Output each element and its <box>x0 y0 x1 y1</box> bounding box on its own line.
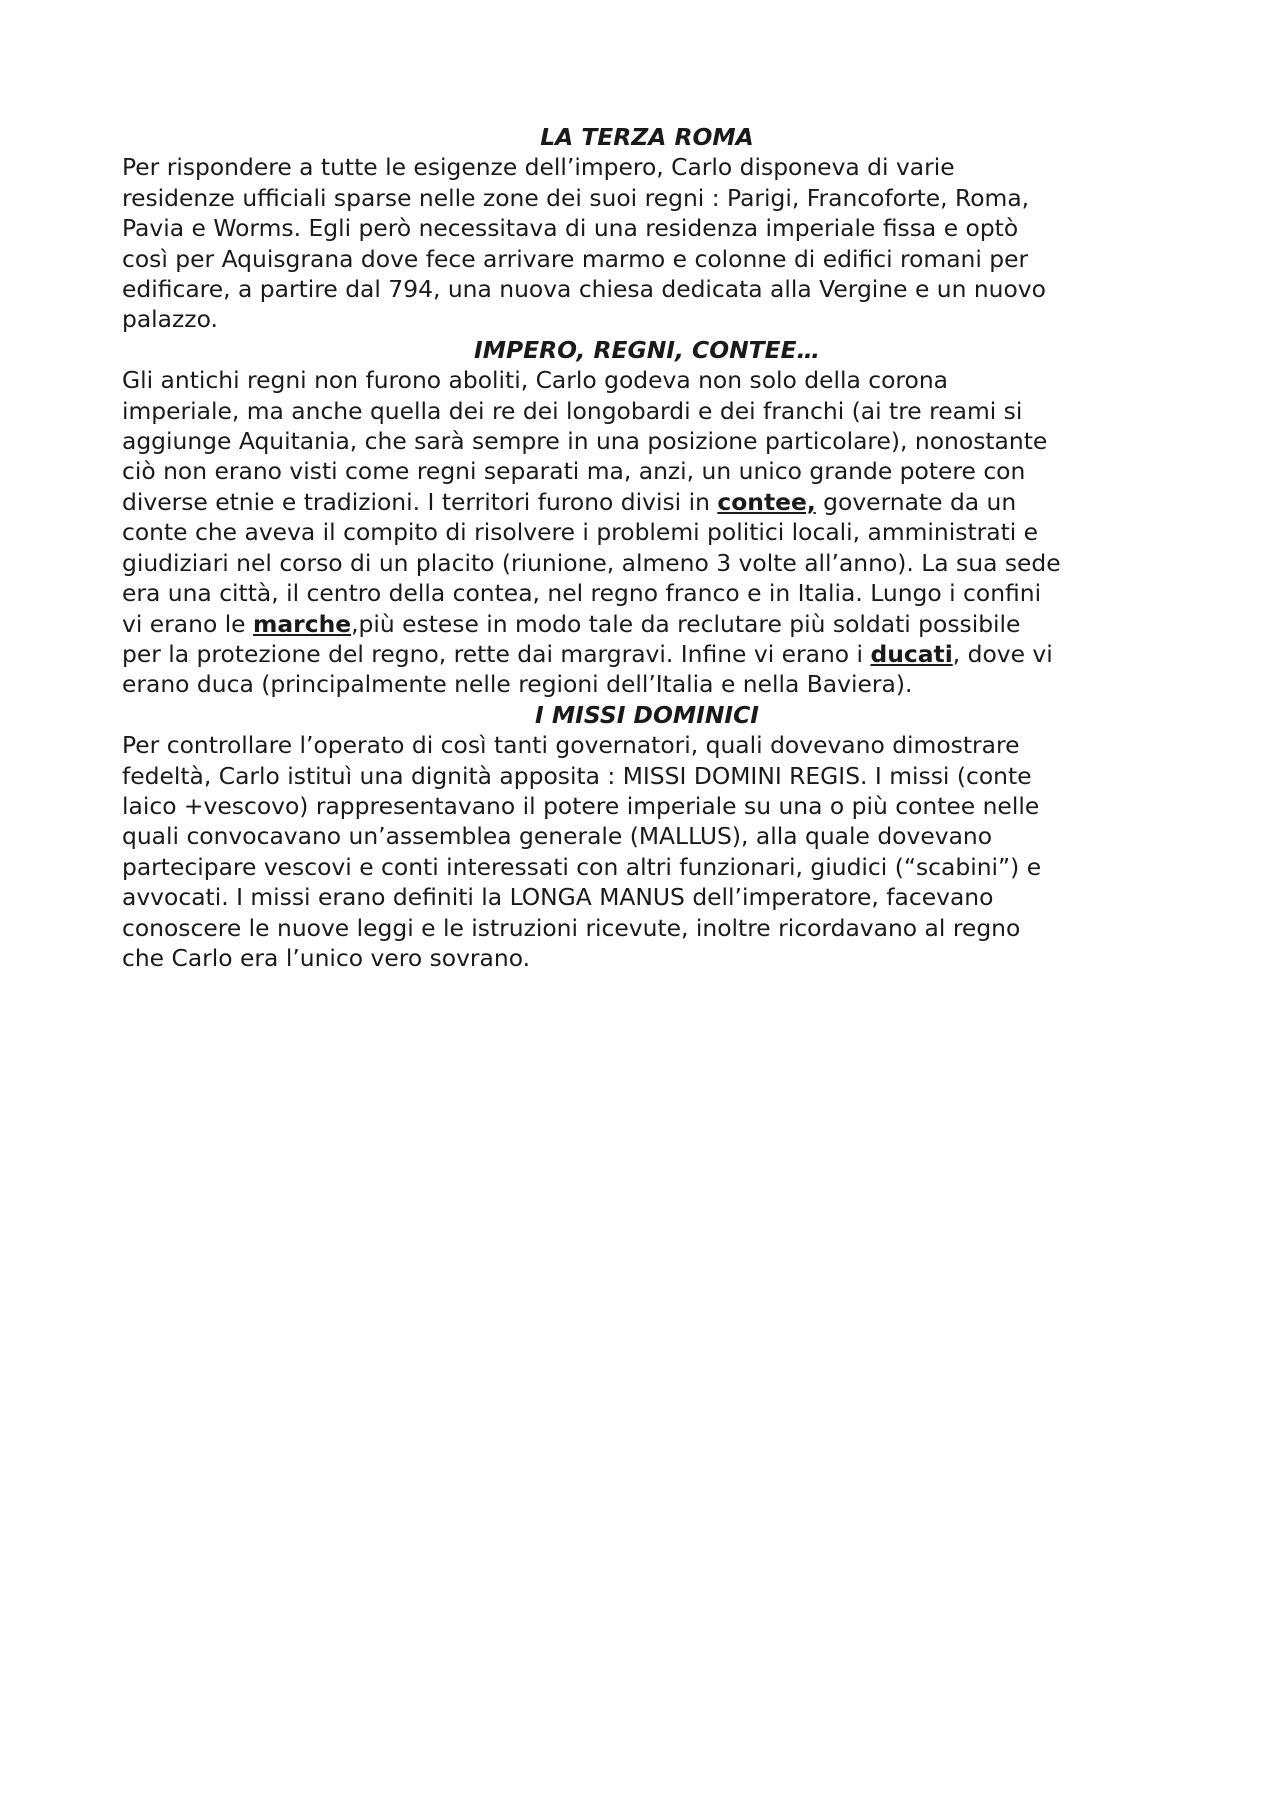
text-line: fedeltà, Carlo istituì una dignità apposita : MISSI DOMINI REGIS. I missi (conte <box>122 761 1032 790</box>
text-line: residenze ufficiali sparse nelle zone dei suoi regni : Parigi, Francoforte, Roma, <box>122 183 1030 212</box>
term-marche: marche <box>253 609 352 638</box>
text-line-contee <box>122 487 1172 517</box>
text-line: conoscere le nuove leggi e le istruzioni ricevute, inoltre ricordavano al regno <box>122 913 1021 942</box>
text-line: imperiale, ma anche quella dei re dei longobardi e dei franchi (ai tre reami si <box>122 396 1023 425</box>
text-segment: per la protezione del regno, rette dai margravi. Infine vi erano i <box>122 639 871 668</box>
section-heading-missi-dominici: I MISSI DOMINICI <box>535 700 759 729</box>
text-segment: diverse etnie e tradizioni. I territori furono divisi in <box>122 487 718 516</box>
text-line: ciò non erano visti come regni separati ma, anzi, un unico grande potere con <box>122 457 1026 486</box>
text-line: edificare, a partire dal 794, una nuova chiesa dedicata alla Vergine e un nuovo <box>122 275 1046 304</box>
text-segment: , dove vi <box>952 639 1053 668</box>
text-line: era una città, il centro della contea, nel regno franco e in Italia. Lungo i confini <box>122 579 1042 608</box>
text-line: conte che aveva il compito di risolvere i problemi politici locali, amministrati e <box>122 518 1039 547</box>
text-segment: ,più estese in modo tale da reclutare più soldati possibile <box>351 609 1021 638</box>
text-line: laico +vescovo) rappresentavano il potere imperiale su una o più contee nelle <box>122 791 1040 820</box>
text-line: aggiunge Aquitania, che sarà sempre in una posizione particolare), nonostante <box>122 427 1048 456</box>
text-line: avvocati. I missi erano definiti la LONGA MANUS dell’imperatore, facevano <box>122 883 994 912</box>
text-line: Per controllare l’operato di così tanti governatori, quali dovevano dimostrare <box>122 731 1020 760</box>
section-heading-terza-roma: LA TERZA ROMA <box>540 123 754 151</box>
paragraph-terza-roma <box>122 152 1172 334</box>
text-line-marche <box>122 609 1172 639</box>
text-line: giudiziari nel corso di un placito (riunione, almeno 3 volte all’anno). La sua sede <box>122 548 1061 577</box>
document-page <box>122 122 1172 973</box>
paragraph-impero-regni-contee <box>122 365 1172 699</box>
text-line: Gli antichi regni non furono aboliti, Carlo godeva non solo della corona <box>122 366 948 395</box>
paragraph-missi-dominici <box>122 730 1172 973</box>
term-ducati: ducati <box>870 639 953 668</box>
text-line: partecipare vescovi e conti interessati con altri funzionari, giudici (“scabini”) e <box>122 852 1042 881</box>
text-line: Per rispondere a tutte le esigenze dell’impero, Carlo disponeva di varie <box>122 153 955 182</box>
text-segment: governate da un <box>815 487 1017 516</box>
text-line: Pavia e Worms. Egli però necessitava di una residenza imperiale fissa e optò <box>122 214 1019 243</box>
text-line: così per Aquisgrana dove fece arrivare marmo e colonne di edifici romani per <box>122 244 1029 273</box>
text-line: che Carlo era l’unico vero sovrano. <box>122 943 531 972</box>
section-heading-impero-regni-contee: IMPERO, REGNI, CONTEE… <box>474 335 820 364</box>
text-line: erano duca (principalmente nelle regioni dell’Italia e nella Baviera). <box>122 670 913 699</box>
text-line: quali convocavano un’assemblea generale (MALLUS), alla quale dovevano <box>122 822 993 851</box>
text-segment: vi erano le <box>122 609 254 638</box>
text-line: palazzo. <box>122 305 218 334</box>
term-contee: contee, <box>717 487 816 516</box>
text-line-ducati <box>122 639 1172 669</box>
